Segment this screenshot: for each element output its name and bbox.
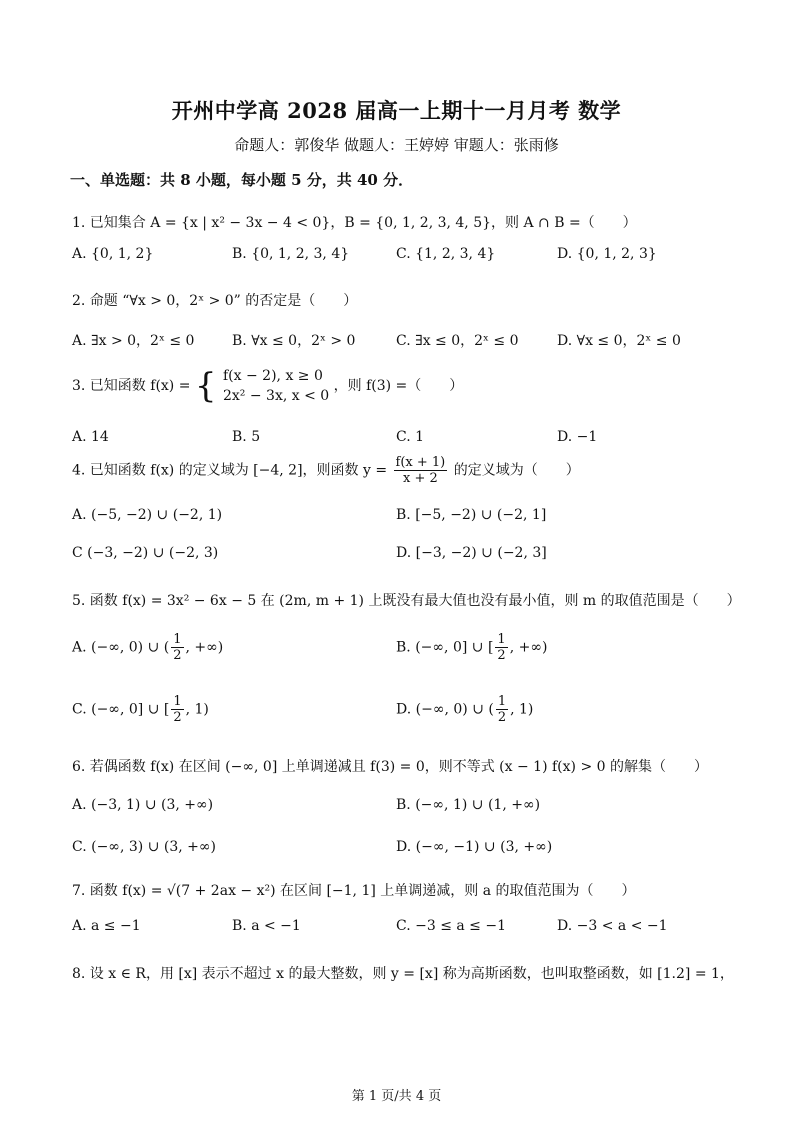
question-1-option-d: D. {0, 1, 2, 3} bbox=[557, 246, 657, 262]
author-line: 命题人：郭俊华 做题人：王婷婷 审题人：张雨修 bbox=[234, 136, 559, 154]
fraction-denominator: 2 bbox=[497, 648, 506, 663]
piecewise-cases bbox=[223, 366, 329, 406]
question-3-option-c: C. 1 bbox=[396, 429, 425, 445]
question-1-option-c: C. {1, 2, 3, 4} bbox=[396, 246, 496, 262]
question-6-option-d: D. (−∞, −1) ∪ (3, +∞) bbox=[396, 839, 553, 855]
question-3-option-a: A. 14 bbox=[72, 429, 109, 445]
question-7-stem: 7. 函数 f(x) = √(7 + 2ax − x²) 在区间 [−1, 1] 上单调递减，则 a 的取值范围为（ ） bbox=[72, 883, 636, 899]
option-b-pre: B. (−∞, 0] ∪ [ bbox=[396, 639, 494, 656]
question-2-option-d: D. ∀x ≤ 0，2ˣ ≤ 0 bbox=[557, 333, 681, 349]
question-7-option-b: B. a < −1 bbox=[232, 918, 301, 934]
question-1-stem: 1. 已知集合 A = {x | x² − 3x − 4 < 0}，B = {0, 1, 2, 3, 4, 5}，则 A ∩ B =（ ） bbox=[72, 215, 637, 231]
fraction-denominator: 2 bbox=[173, 648, 182, 663]
question-7-option-a: A. a ≤ −1 bbox=[72, 918, 141, 934]
option-a-fraction bbox=[171, 632, 183, 663]
option-d-fraction bbox=[496, 694, 508, 725]
question-3-stem bbox=[72, 366, 463, 406]
question-4-option-d: D. [−3, −2) ∪ (−2, 3] bbox=[396, 545, 547, 561]
fraction-numerator: 1 bbox=[497, 632, 506, 647]
option-a-post: , +∞) bbox=[185, 639, 224, 656]
question-2-option-a: A. ∃x > 0，2ˣ ≤ 0 bbox=[72, 333, 195, 349]
question-1-option-b: B. {0, 1, 2, 3, 4} bbox=[232, 246, 350, 262]
question-7-option-d: D. −3 < a < −1 bbox=[557, 918, 668, 934]
option-c-fraction bbox=[171, 694, 183, 725]
question-8-stem: 8. 设 x ∈ R，用 [x] 表示不超过 x 的最大整数，则 y = [x] 称为高斯函数，也叫取整函数，如 [1.2] = 1， bbox=[72, 966, 734, 982]
question-5-stem: 5. 函数 f(x) = 3x² − 6x − 5 在 (2m, m + 1) 上既没有最大值也没有最小值，则 m 的取值范围是（ ） bbox=[72, 593, 741, 609]
question-4-option-b: B. [−5, −2) ∪ (−2, 1] bbox=[396, 507, 547, 523]
page-footer: 第 1 页/共 4 页 bbox=[351, 1089, 442, 1104]
fraction-denominator: 2 bbox=[173, 710, 182, 725]
piecewise-brace: { bbox=[194, 366, 217, 406]
question-5-option-a bbox=[72, 632, 223, 663]
question-3-prefix: 3. 已知函数 f(x) = bbox=[72, 378, 191, 394]
option-b-fraction bbox=[495, 632, 507, 663]
question-4-fraction bbox=[394, 455, 448, 486]
option-c-post: , 1) bbox=[185, 701, 209, 718]
fraction-denominator: x + 2 bbox=[403, 471, 438, 486]
question-4-option-c: C (−3, −2) ∪ (−2, 3) bbox=[72, 545, 219, 561]
question-2-stem: 2. 命题 “∀x > 0，2ˣ > 0” 的否定是（ ） bbox=[72, 293, 358, 309]
fraction-numerator: 1 bbox=[497, 694, 507, 709]
question-7-option-c: C. −3 ≤ a ≤ −1 bbox=[396, 918, 506, 934]
section-heading: 一、单选题：共 8 小题，每小题 5 分，共 40 分． bbox=[70, 171, 414, 189]
piecewise-case-2: 2x² − 3x, x < 0 bbox=[223, 388, 330, 404]
piecewise-case-1: f(x − 2), x ≥ 0 bbox=[223, 368, 323, 384]
question-1-option-a: A. {0, 1, 2} bbox=[72, 246, 154, 262]
fraction-denominator: 2 bbox=[497, 710, 507, 725]
option-d-post: , 1) bbox=[510, 701, 534, 718]
fraction-numerator: f(x + 1) bbox=[395, 455, 446, 470]
page-title: 开州中学高 2028 届高一上期十一月月考 数学 bbox=[171, 98, 622, 123]
option-b-post: , +∞) bbox=[509, 639, 548, 656]
question-4-option-a: A. (−5, −2) ∪ (−2, 1) bbox=[72, 507, 223, 523]
option-a-pre: A. (−∞, 0) ∪ ( bbox=[72, 639, 170, 656]
question-5-option-b bbox=[396, 632, 547, 663]
fraction-numerator: 1 bbox=[173, 632, 182, 647]
question-5-option-d bbox=[396, 694, 533, 725]
fraction-numerator: 1 bbox=[173, 694, 182, 709]
question-5-option-c bbox=[72, 694, 209, 725]
question-2-option-b: B. ∀x ≤ 0，2ˣ > 0 bbox=[232, 333, 356, 349]
question-6-option-c: C. (−∞, 3) ∪ (3, +∞) bbox=[72, 839, 216, 855]
option-c-pre: C. (−∞, 0] ∪ [ bbox=[72, 701, 170, 718]
question-3-option-d: D. −1 bbox=[557, 429, 598, 445]
question-6-option-b: B. (−∞, 1) ∪ (1, +∞) bbox=[396, 797, 541, 813]
question-3-suffix: ，则 f(3) =（ ） bbox=[333, 378, 464, 394]
question-2-option-c: C. ∃x ≤ 0，2ˣ ≤ 0 bbox=[396, 333, 519, 349]
question-3-option-b: B. 5 bbox=[232, 429, 261, 445]
question-4-suffix: 的定义域为（ ） bbox=[453, 462, 580, 479]
option-d-pre: D. (−∞, 0) ∪ ( bbox=[396, 701, 494, 718]
question-6-stem: 6. 若偶函数 f(x) 在区间 (−∞, 0] 上单调递减且 f(3) = 0，则不等式 (x − 1) f(x) > 0 的解集（ ） bbox=[72, 759, 708, 775]
question-4-stem bbox=[72, 455, 580, 486]
question-4-prefix: 4. 已知函数 f(x) 的定义域为 [−4, 2]，则函数 y = bbox=[72, 462, 388, 479]
question-6-option-a: A. (−3, 1) ∪ (3, +∞) bbox=[72, 797, 214, 813]
